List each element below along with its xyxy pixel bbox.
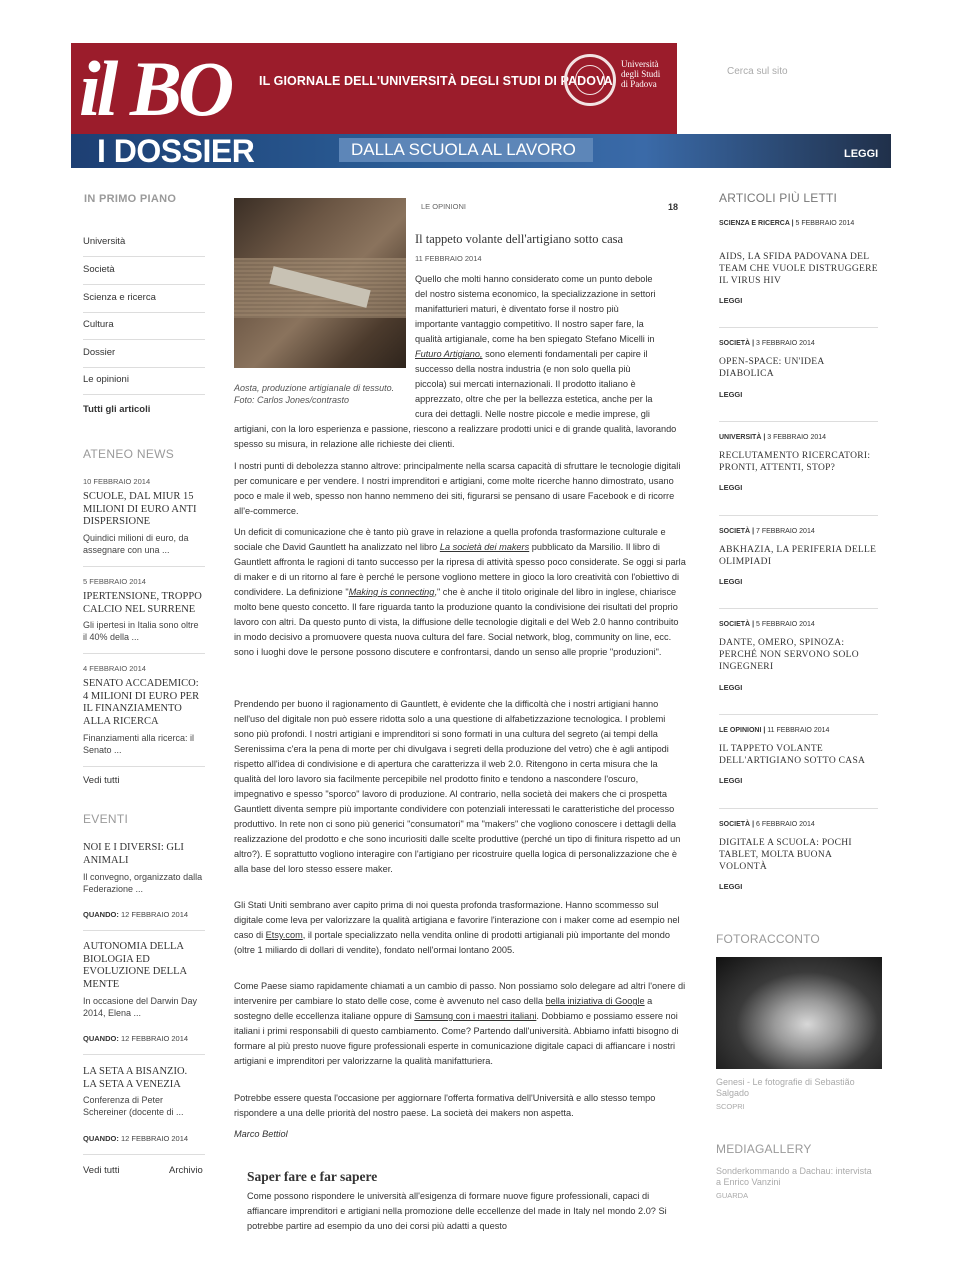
category-name[interactable]: SOCIETÀ [719,821,751,828]
divider [83,653,205,654]
site-logo[interactable]: il BO [79,45,231,132]
category-name[interactable]: SOCIETÀ [719,621,751,628]
popular-title[interactable]: OPEN-SPACE: UN'IDEA DIABOLICA [719,357,824,379]
university-line: degli Studi [621,69,661,79]
divider [719,515,878,516]
photo-caption: Aosta, produzione artigianale di tessuto. Foto: Carlos Jones/contrasto [234,383,395,405]
event-when-date: 12 FEBBRAIO 2014 [120,1134,189,1143]
article-paragraph-7: Potrebbe essere questa l'occasione per aggiornare l'offerta formativa dell'Università e allo stesso tempo rispondere a una delle priorità del nostro paese. La società dei makers non aspetta. [234,1093,656,1118]
google-initiative-link[interactable]: bella iniziativa di Google [545,996,645,1006]
popular-leggi-link[interactable]: LEGGI [719,390,743,399]
paragraph-text: Come Paese siamo rapidamente chiamati a un cambio di passo. Non possiamo solo delegare ad altri l'onere di intervenire per cambiare lo stato delle cose, come è avvenuto nel caso della [234,981,686,1006]
seal-inner-ring [575,65,605,95]
making-connecting-link[interactable]: Making is connecting [348,587,435,597]
article-paragraph-3 [234,525,686,660]
paragraph-text: ," che è anche il titolo originale del libro in inglese, chiarisce molto bene questo concetto. Il fare riguarda tanto la produzione quanto la condivisione dei risultati del proprio lavoro con altri. Da questo punto di vista, la diffusione delle tecnologie digitali e del Web 2.0 hanno contribuito in modo decisivo a promuovere questa nuova cultura del fare. Social network, blog, community on line, ecc. sono i luoghi dove le persone possono discutere e confrontarsi, dando un senso alle proprie "produzioni". [234,587,679,657]
popular-title[interactable]: ABKHAZIA, LA PERIFERIA DELLE OLIMPIADI [719,545,877,567]
event-when [83,1034,188,1043]
news-title[interactable]: SENATO ACCADEMICO: 4 MILIONI DI EURO PER IL FINANZIAMENTO ALLA RICERCA [83,678,200,727]
search-input[interactable]: Cerca sul sito [727,66,788,77]
popular-category: LE OPINIONI | 11 FEBBRAIO 2014 [719,727,830,734]
popular-category: SOCIETÀ | 5 FEBBRAIO 2014 [719,621,815,628]
paragraph-line: importante vantaggio competitivo. Il nostro saper fare, la [415,319,644,329]
category-date: 3 FEBBRAIO 2014 [755,340,815,347]
futuro-artigiano-link[interactable]: Futuro Artigiano, [415,349,483,359]
news-date: 10 FEBBRAIO 2014 [83,477,151,486]
event-summary: Il convegno, organizzato dalla Federazione ... [83,872,203,894]
mediagallery-caption[interactable]: Sonderkommando a Dachau: intervista a Enrico Vanzini [716,1166,872,1187]
etsy-link[interactable]: Etsy.com [265,930,303,940]
popular-leggi-link[interactable]: LEGGI [719,296,743,305]
category-date: 7 FEBBRAIO 2014 [755,528,815,535]
news-title[interactable]: IPERTENSIONE, TROPPO CALCIO NEL SURRENE [83,591,202,615]
category-date: 5 FEBBRAIO 2014 [795,220,855,227]
event-title[interactable]: NOI E I DIVERSI: GLI ANIMALI [83,842,184,866]
popular-title[interactable]: AIDS, LA SFIDA PADOVANA DEL TEAM CHE VUOLE DISTRUGGERE IL VIRUS HIV [719,252,878,286]
event-title[interactable]: LA SETA A BISANZIO. LA SETA A VENEZIA [83,1066,188,1090]
fotoracconto-image[interactable] [716,957,882,1069]
paragraph-line: successo della nostra industria (e non solo quella più [415,364,631,374]
article-title: Il tappeto volante dell'artigiano sotto casa [415,232,624,246]
article-paragraph-6 [234,979,686,1069]
mediagallery-guarda-link[interactable]: GUARDA [716,1191,749,1200]
news-summary: Quindici milioni di euro, da assegnare con una ... [83,533,189,555]
eventi-heading: EVENTI [83,812,129,826]
divider [83,766,205,767]
article-section[interactable]: LE OPINIONI [421,202,467,211]
nav-item-cultura[interactable]: Cultura [83,319,205,340]
fotoracconto-scopri-link[interactable]: SCOPRI [716,1102,745,1111]
fotoracconto-caption[interactable]: Genesi - Le fotografie di Sebastião Salgado [716,1077,855,1098]
category-name[interactable]: LE OPINIONI [719,727,762,734]
news-vedi-tutti-link[interactable]: Vedi tutti [83,775,120,786]
popular-category: UNIVERSITÀ | 3 FEBBRAIO 2014 [719,434,827,441]
divider [83,1054,205,1055]
event-summary: Conferenza di Peter Schereiner (docente di ... [83,1095,184,1117]
popular-title[interactable]: DANTE, OMERO, SPINOZA: PERCHÉ NON SERVONO SOLO INGEGNERI [719,638,859,672]
popular-title[interactable]: IL TAPPETO VOLANTE DELL'ARTIGIANO SOTTO CASA [719,744,866,766]
news-date: 4 FEBBRAIO 2014 [83,664,146,673]
paragraph-line: cura dei dettagli. Nelle nostre piccole e medie imprese, gli [415,409,650,419]
event-summary: In occasione del Darwin Day 2014, Elena ... [83,996,198,1018]
category-date: 6 FEBBRAIO 2014 [755,821,815,828]
event-when [83,910,188,919]
divider [719,808,878,809]
popular-leggi-link[interactable]: LEGGI [719,776,743,785]
event-when-label: QUANDO: [83,910,119,919]
divider [83,930,205,931]
article-author: Marco Bettiol [234,1129,288,1139]
mediagallery-heading: MEDIAGALLERY [716,1142,812,1156]
event-when-label: QUANDO: [83,1034,119,1043]
divider [719,421,878,422]
paragraph-line: apprezzato, oltre che per la bellezza estetica, anche per la [415,394,653,404]
popular-title[interactable]: DIGITALE A SCUOLA: POCHI TABLET, MOLTA BUONA VOLONTÀ [719,838,852,872]
article-paragraph-4: Prendendo per buono il ragionamento di Gauntlett, è evidente che la difficoltà che i nostri artigiani hanno nell'uso del digitale non può essere ridotta solo a una questione di alfabetizzazione tecnologica. I problemi sono più profondi. I nostri artigiani e imprenditori si sono formati in una cultura del segreto (ai tempi della Serenissima c'era la pena di morte per chi divulgava i segreti della produzione del vetro) che è agli antipodi rispetto all'idea di condivisione e di apertura che caratterizza il web 2.0. Ritengono in certa misura che la qualità del loro lavoro sia facilmente percepibile nel prodotto finito e tendono a nascondere l'oscuro, impegnativo e spesso "sporco" lavoro di produzione. Al contrario, nella società dei makers che ci prospetta Gauntlett diventa sempre più importante condividere con potenziali interessati le caratteristiche del processo produttivo. In rete non ci sono più generici "consumatori" ma "makers" che vogliono conoscere i dettagli della realizzazione del prodotto e che sono incuriositi dalle scelte produttive (perché un tipo di finitura rispetto ad un altro?). E soprattutto vogliono interagire con l'artigiano per ricostruire quella logica di personalizzazione che è alla base del loro stesso essere maker. [234,699,681,874]
category-date: 3 FEBBRAIO 2014 [767,434,827,441]
divider [719,714,878,715]
article-date: 11 FEBBRAIO 2014 [415,254,482,263]
event-when-label: QUANDO: [83,1134,119,1143]
popular-leggi-link[interactable]: LEGGI [719,882,743,891]
nav-item-universita[interactable]: Università [83,236,205,257]
primo-piano-heading: IN PRIMO PIANO [84,193,177,205]
university-seal-icon [564,54,616,106]
divider [83,1154,205,1155]
banner-dossier-label: I DOSSIER [97,134,255,168]
paragraph-text: pubblicato da Marsilio. Il libro di Gauntlett affronta le ragioni di tanto successo per la ripresa di attività spesso poco considerate. Se oggi si parla di maker e di un ritorno al fare è perché le persone vogliono mettere in gioco la loro creatività con l'obiettivo di condividere. La definizione " [234,542,686,597]
popular-category: SOCIETÀ | 3 FEBBRAIO 2014 [719,340,815,347]
paragraph-text: , il portale specializzato nella vendita online di prodotti artigianali più importante del mondo (oltre 1 miliardo di dollari di vendite), fondato nell'ormai lontano 2005. [234,930,670,955]
nav-item-societa[interactable]: Società [83,264,205,285]
article-paragraph-1b: artigiani, con la loro esperienza e passione, riescono a realizzare prodotti unici e di grande qualità, lavorando spesso su misura, in relazione alle richieste dei clienti. [234,424,677,449]
eventi-vedi-tutti-link[interactable]: Vedi tutti [83,1165,120,1176]
masthead [71,43,677,137]
news-summary: Finanziamenti alla ricerca: il Senato ... [83,733,195,755]
popular-category: SOCIETÀ | 6 FEBBRAIO 2014 [719,821,815,828]
societa-makers-link[interactable]: La società dei makers [439,542,530,552]
article-paragraph-1a [415,272,687,422]
paragraph-line: qualità artigianale, come ha ben spiegato Stefano Micelli in [415,334,655,344]
popular-leggi-link[interactable]: LEGGI [719,577,743,586]
event-when-date: 12 FEBBRAIO 2014 [120,1034,189,1043]
paragraph-text: Gli Stati Uniti sembrano aver capito prima di noi questa profonda trasformazione. Hanno scommesso sul digitale come leva per valorizzare la qualità artigiana e favorire l'interazione con i maker come ad esempio nel caso di [234,900,680,940]
article-paragraph-5 [234,898,686,958]
category-name[interactable]: SOCIETÀ [719,340,751,347]
ateneo-news-heading: ATENEO NEWS [83,447,175,461]
popular-leggi-link[interactable]: LEGGI [719,483,743,492]
category-name[interactable]: UNIVERSITÀ [719,434,762,441]
category-name[interactable]: SCIENZA E RICERCA [719,220,790,227]
nav-item-scienza[interactable]: Scienza e ricerca [83,292,205,313]
event-when-date: 12 FEBBRAIO 2014 [120,910,189,919]
site-tagline: IL GIORNALE DELL'UNIVERSITÀ DEGLI STUDI DI PADOVA [259,74,613,88]
event-title[interactable]: AUTONOMIA DELLA BIOLOGIA ED EVOLUZIONE DELLA MENTE [83,941,187,990]
university-line: Università [621,59,659,69]
popular-heading: ARTICOLI PIÙ LETTI [719,191,838,205]
comment-count[interactable]: 18 [668,202,679,212]
banner-leggi-link[interactable]: LEGGI [844,148,879,160]
paragraph-line [415,347,687,362]
popular-category: SCIENZA E RICERCA | 5 FEBBRAIO 2014 [719,220,855,227]
archivio-link[interactable]: Archivio [169,1165,203,1176]
category-date: 5 FEBBRAIO 2014 [755,621,815,628]
nav-item-dossier[interactable]: Dossier [83,347,205,368]
divider [719,608,878,609]
paragraph-line: piccola) sui mercati internazionali. Il prodotto italiano è [415,379,636,389]
news-title[interactable]: SCUOLE, DAL MIUR 15 MILIONI DI EURO ANTI DISPERSIONE [83,491,197,527]
popular-leggi-link[interactable]: LEGGI [719,683,743,692]
paragraph-text: Un deficit di comunicazione che è tanto più grave in relazione a quella profonda trasformazione culturale e sociale che David Gauntlett ha analizzato nel libro [234,527,666,552]
paragraph-text: sono elementi fondamentali per capire il [482,349,648,359]
university-name[interactable] [621,59,660,89]
article-subheading: Saper fare e far sapere [247,1169,378,1184]
category-date: 11 FEBBRAIO 2014 [767,727,830,734]
category-name[interactable]: SOCIETÀ [719,528,751,535]
fotoracconto-heading: FOTORACCONTO [716,932,820,946]
nav-item-opinioni[interactable]: Le opinioni [83,374,205,395]
paragraph-text: . Dobbiamo e possiamo essere noi italiani i primi responsabili di questo cambiamento. Come? Partendo dall'università. Abbiamo infatti bisogno di formare al più presto nuove figure professionali esperte in comunicazione digitale capaci di affiancare i nostri artigiani e imprenditori per valorizzarne la qualità manifatturiera. [234,1011,679,1066]
popular-title[interactable]: RECLUTAMENTO RICERCATORI: PRONTI, ATTENTI, STOP? [719,451,871,473]
event-when [83,1134,188,1143]
banner-title: DALLA SCUOLA AL LAVORO [351,140,576,159]
all-articles-link[interactable]: Tutti gli articoli [83,404,151,415]
article-paragraph-2: I nostri punti di debolezza stanno altrove: principalmente nella scarsa capacità di sfruttare le tecnologie digitali per comunicare e per vendere. I nostri imprenditori e artigiani, come molte ricerche hanno dimostrato, usano poco e male il web, spesso non hanno nemmeno dei siti, figurarsi se pensano di usare Facebook e di ricorre all'e-commerce. [234,461,681,516]
paragraph-line: del nostro sistema economico, la specializzazione in settori [415,289,656,299]
paragraph-text: a sostegno delle eccellenza italiane oppure di [234,996,653,1021]
paragraph-line: manifatturieri maturi, è diventato forse il nostro più [415,304,619,314]
paragraph-line: Quello che molti hanno considerato come un punto debole [415,274,653,284]
news-date: 5 FEBBRAIO 2014 [83,577,146,586]
divider [83,566,205,567]
popular-category: SOCIETÀ | 7 FEBBRAIO 2014 [719,528,815,535]
divider [719,327,878,328]
article-paragraph-8: Come possono rispondere le università all'esigenza di formare nuove figure professionali, capaci di affiancare imprenditori e artigiani nella promozione delle eccellenze del made in Italy nel mondo 2.0? Si potrebbe partire ad esempio da uno dei corsi più adatti a questo [247,1191,667,1231]
news-summary: Gli ipertesi in Italia sono oltre il 40% della ... [83,620,199,642]
samsung-link[interactable]: Samsung con i maestri italiani [414,1011,537,1021]
article-photo [234,198,406,368]
dossier-banner[interactable] [71,134,891,168]
university-line: di Padova [621,79,657,89]
